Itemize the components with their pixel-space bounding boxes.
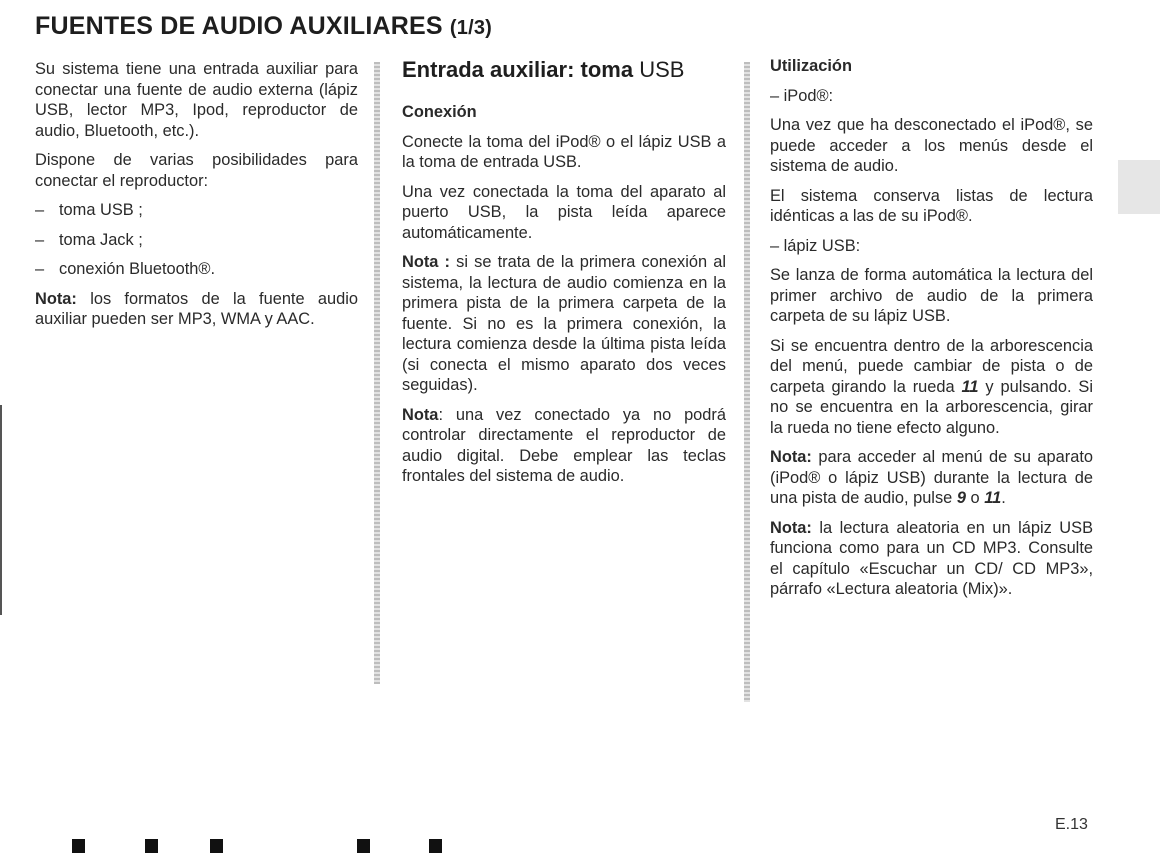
subheading-utilizacion: Utilización xyxy=(770,57,852,75)
list-item-text: toma USB ; xyxy=(59,201,143,219)
page-number: E.13 xyxy=(1055,816,1088,833)
list-item xyxy=(35,200,358,221)
section-heading-bold: Entrada auxiliar: toma xyxy=(402,57,634,82)
column-left xyxy=(35,59,358,339)
note-label: Nota: xyxy=(35,289,77,308)
ipod-menus-paragraph: Una vez que ha desconectado el iPod®, se puede acceder a los menús desde el sistema de audio. xyxy=(770,116,1093,175)
usb-navigation-text: Si se encuentra dentro de la arborescencia del menú, puede cambiar de pista o de carpeta girando la rueda xyxy=(770,336,1093,396)
usb-navigation-paragraph xyxy=(770,336,1093,439)
note-text: los formatos de la fuente audio auxiliar pueden ser MP3, WMA y AAC. xyxy=(35,289,358,328)
column-right xyxy=(770,56,1093,609)
usb-autoplay-paragraph: Se lanza de forma automática la lectura del primer archivo de audio de la primera carpeta de su lápiz USB. xyxy=(770,266,1093,325)
ipod-label: – iPod®: xyxy=(770,86,834,105)
note-label: Nota: xyxy=(770,518,812,537)
print-registration-mark xyxy=(429,839,442,853)
bullet-dash: – xyxy=(35,230,45,249)
bullet-dash: – xyxy=(35,260,45,278)
intro-paragraph: Su sistema tiene una entrada auxiliar para conectar una fuente de audio externa (lápiz USB, lector MP3, Ipod, reproductor de audio, Bluetooth, etc.). xyxy=(35,60,358,140)
usb-navigation-text-end: y pulsando. Si no se encuentra en la arborescencia, girar la rueda no tiene efecto alguno. xyxy=(770,377,1093,437)
list-item xyxy=(35,259,358,280)
list-item-text: toma Jack ; xyxy=(59,230,143,249)
note-text: para acceder al menú de su aparato (iPod® o lápiz USB) durante la lectura de una pista de audio, pulse xyxy=(770,448,1093,507)
note-period: . xyxy=(1001,489,1006,507)
control-ref-11: 11 xyxy=(961,377,979,396)
note-or: o xyxy=(970,489,980,507)
list-item xyxy=(35,230,358,251)
ipod-playlists-paragraph: El sistema conserva listas de lectura idénticas a las de su iPod®. xyxy=(770,186,1093,225)
control-ref-11: 11 xyxy=(984,489,1002,507)
note-random-play xyxy=(770,518,1093,600)
auto-play-paragraph: Una vez conectada la toma del aparato al puerto USB, la pista leída aparece automáticamente. xyxy=(402,182,726,242)
print-registration-mark xyxy=(145,839,158,853)
print-registration-mark xyxy=(210,839,223,853)
note-menu-access xyxy=(770,447,1093,509)
subheading-conexion: Conexión xyxy=(402,103,477,121)
bullet-dash: – xyxy=(35,201,45,219)
control-ref-9: 9 xyxy=(956,489,966,507)
column-middle xyxy=(402,56,726,496)
note-label: Nota xyxy=(402,405,439,424)
connect-paragraph: Conecte la toma del iPod® o el lápiz USB a la toma de entrada USB. xyxy=(402,132,726,171)
section-heading-normal: USB xyxy=(639,57,685,82)
note-control xyxy=(402,405,726,487)
note-first-connection xyxy=(402,252,726,396)
print-registration-mark xyxy=(357,839,370,853)
options-intro-paragraph: Dispone de varias posibilidades para conectar el reproductor: xyxy=(35,151,358,190)
note-text: : una vez conectado ya no podrá controlar directamente el reproductor de audio digital. Debe emplear las teclas frontales del sistema de audio. xyxy=(402,405,726,485)
page-title xyxy=(35,12,492,41)
note-text: si se trata de la primera conexión al sistema, la lectura de audio comienza en la primera pista de la primera carpeta de la fuente. Si no es la primera conexión, la lectura comienza desde la última pista leída (si conecta el mismo aparato dos veces seguidas). xyxy=(402,253,726,394)
section-side-tab xyxy=(1118,160,1160,214)
section-heading xyxy=(402,56,726,84)
column-divider xyxy=(374,62,380,684)
page-title-text: FUENTES DE AUDIO AUXILIARES xyxy=(35,12,443,40)
note-label: Nota: xyxy=(770,448,812,466)
list-item-text: conexión Bluetooth®. xyxy=(59,260,216,278)
page-edge-line xyxy=(0,405,2,615)
column-divider xyxy=(744,62,750,702)
note-label: Nota : xyxy=(402,253,451,271)
usb-label: – lápiz USB: xyxy=(770,236,861,255)
page-title-part: (1/3) xyxy=(449,17,493,39)
print-registration-mark xyxy=(72,839,85,853)
note-paragraph xyxy=(35,289,358,330)
note-text: la lectura aleatoria en un lápiz USB funciona como para un CD MP3. Consulte el capítulo «Escuchar un CD/ CD MP3», párrafo «Lectura aleatoria (Mix)». xyxy=(770,518,1093,598)
